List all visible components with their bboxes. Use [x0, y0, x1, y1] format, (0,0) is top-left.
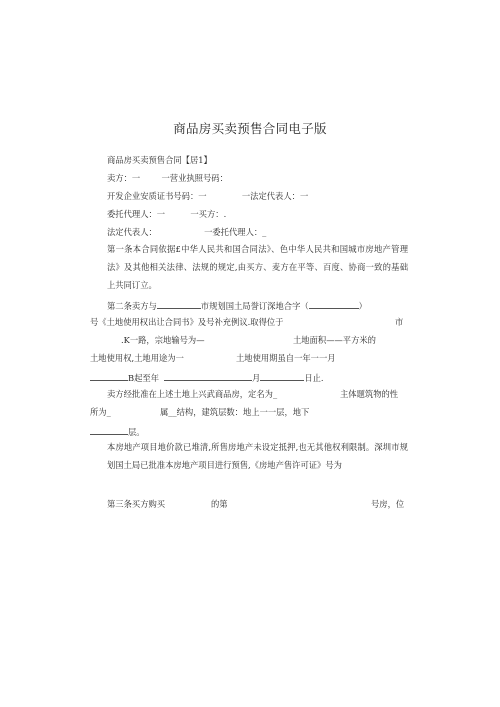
clause-1-paragraph	[90, 240, 408, 295]
clause-2-text-b: 市规划国土局誉订深地合字（	[200, 301, 309, 311]
clause-2-line-3b: 土地面积——平方米的	[293, 335, 376, 345]
clause-2-line-5	[90, 371, 324, 384]
project-line-2b: 属__结构，建筑层数：地上一一层，地下	[160, 407, 310, 417]
clause-2-text-f: 月	[252, 373, 261, 383]
presale-paragraph	[90, 438, 408, 474]
blank-field	[164, 371, 252, 381]
clause-3-text-b: 的第	[211, 499, 228, 509]
clause-2-city-label: 市	[395, 317, 404, 327]
clause-2-line-2	[90, 317, 283, 328]
clause-1-text: 第一条本合同依据£中华人民共和国合同法》、色中华人民共和国城市房地产管理法》及其他相关法律、法规的规定,由买方、麦方在平等、百度、协商一致的基础上共同订立。	[107, 244, 408, 291]
project-line-2a: 所为_	[90, 407, 111, 417]
clause-2-text-g: 日止.	[304, 373, 324, 383]
project-line-3	[90, 425, 145, 438]
license-label: 一营业执照号码：	[161, 173, 228, 183]
clause-2-line-1	[107, 299, 367, 312]
legal-rep-label: 法定代表人：	[107, 227, 157, 237]
project-text-floors: 层。	[128, 427, 145, 437]
clause-2-text-c: ）	[358, 301, 367, 311]
seller-line	[107, 173, 228, 184]
blank-field	[309, 299, 359, 309]
presale-text: 本房地产项目地价款已堆清,所售房地产未设定抵押,也无其他权利限制。深圳市规划国土局已批准本房地产项目进行预售,《房地产售许可证》号为	[107, 442, 408, 471]
clause-3-text-a: 第三条买方购买	[107, 499, 166, 509]
clause-2-text-d: 号《土地使用权出让合同书》及号补充例议.取得位于	[90, 317, 284, 327]
project-line-1b: 主体题筑物的性	[340, 389, 399, 399]
developer-cert-label: 开发企业安质证书号码：一	[107, 191, 207, 201]
clause-2-line-4b: 土地使用期虽自一年一一月	[236, 353, 336, 363]
clause-2-text-a: 第二条卖方与	[107, 301, 157, 311]
clause-2-line-3a: .K一路，宗地输号为—	[121, 335, 205, 345]
agent-line	[107, 209, 226, 220]
entrusted-agent-label: 一委托代理人：_	[204, 227, 267, 237]
seller-label: 卖方：一	[107, 173, 141, 183]
blank-field	[260, 371, 304, 381]
agent-label: 委托代理人：一	[107, 209, 166, 219]
project-line-1a: 卖方经批准在上述土地上兴武商品房，定名为_	[107, 389, 278, 399]
contract-heading-line: 商品房买卖预售合同【居1】	[107, 155, 212, 165]
developer-line	[107, 191, 308, 202]
blank-field	[90, 425, 128, 435]
clause-3-text-c: 号房，位	[371, 499, 405, 509]
blank-field	[90, 371, 128, 381]
buyer-label: 一买方：.	[190, 209, 227, 219]
document-title: 商品房买卖预售合同电子版	[173, 121, 327, 136]
clause-2-text-e: B起至年	[128, 373, 159, 383]
developer-legal-label: 一法定代表人：一	[241, 191, 309, 201]
blank-field	[157, 299, 201, 309]
clause-2-line-4a: 土地使用权,土地用途为一	[90, 353, 184, 363]
legal-rep-line	[107, 227, 266, 238]
